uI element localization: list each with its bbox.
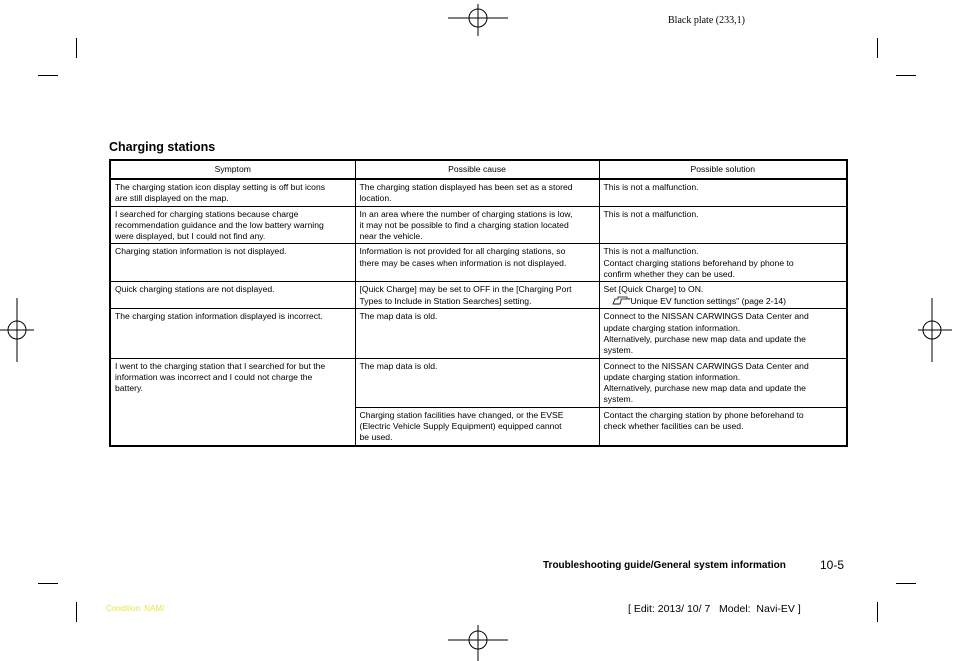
column-header-solution: Possible solution (599, 160, 847, 179)
cause-line: In an area where the number of charging stations is low, (359, 208, 573, 219)
symptom-cell (110, 179, 355, 206)
page-reference[interactable] (604, 296, 843, 307)
solution-cell (599, 179, 847, 206)
solution-line: Contact charging stations beforehand by phone to (603, 257, 794, 268)
symptom-line: I went to the charging station that I searched for but the (115, 360, 326, 371)
solution-line: This is not a malfunction. (603, 182, 699, 192)
table-row (110, 309, 847, 358)
condition-label: Condition: NAM/ (106, 604, 165, 613)
cause-line: The map data is old. (359, 360, 438, 371)
symptom-cell (110, 309, 355, 358)
symptom-line: were displayed, but I could not find any. (115, 231, 266, 242)
cause-line: be used. (359, 432, 393, 443)
table-row (110, 358, 847, 407)
cause-line: Charging station facilities have changed, or the EVSE (359, 409, 564, 420)
symptom-cell (110, 282, 355, 309)
solution-line: update charging station information. (603, 371, 741, 382)
symptom-line: The charging station icon display setting is off but icons (115, 182, 326, 192)
table-row (110, 179, 847, 206)
table-row (110, 282, 847, 309)
column-header-symptom: Symptom (110, 160, 355, 179)
pointing-hand-icon (612, 296, 628, 305)
plate-label: Black plate (233,1) (668, 15, 745, 26)
symptom-line: The charging station information displayed is incorrect. (115, 311, 323, 322)
footer-section-title: Troubleshooting guide/General system information (543, 560, 786, 571)
symptom-line: I searched for charging stations because charge (115, 208, 299, 219)
symptom-line: Charging station information is not displayed. (115, 246, 287, 257)
symptom-line: information was incorrect and I could not charge the (115, 371, 313, 382)
edit-info: [ Edit: 2013/ 10/ 7 Model: Navi-EV ] (628, 603, 801, 615)
crosshair-icon (0, 298, 34, 362)
solution-cell (599, 244, 847, 282)
solution-line: Connect to the NISSAN CARWINGS Data Center and (603, 311, 809, 322)
cause-cell (355, 282, 599, 309)
table-row (110, 244, 847, 282)
solution-line: system. (603, 394, 634, 405)
cause-line: (Electric Vehicle Supply Equipment) equipped cannot (359, 421, 562, 432)
solution-line: update charging station information. (603, 322, 741, 333)
solution-cell (599, 282, 847, 309)
crosshair-icon (448, 4, 508, 36)
solution-line: Alternatively, purchase new map data and update the (603, 383, 806, 394)
column-header-cause: Possible cause (355, 160, 599, 179)
cause-line: [Quick Charge] may be set to OFF in the [Charging Port (359, 284, 572, 295)
symptom-line: Quick charging stations are not displayed. (115, 284, 275, 295)
solution-cell (599, 407, 847, 445)
solution-cell (599, 206, 847, 244)
solution-line: check whether facilities can be used. (603, 421, 744, 432)
troubleshooting-table (109, 159, 848, 447)
symptom-cell (110, 358, 355, 446)
cause-line: The map data is old. (359, 311, 438, 322)
cause-cell (355, 407, 599, 445)
crosshair-icon (448, 625, 508, 661)
symptom-cell (110, 206, 355, 244)
cause-line: location. (359, 193, 392, 204)
solution-cell (599, 309, 847, 358)
symptom-line: battery. (115, 383, 144, 394)
cause-cell (355, 309, 599, 358)
solution-line: This is not a malfunction. (603, 208, 699, 219)
cause-cell (355, 179, 599, 206)
cause-line: it may not be possible to find a charging station located (359, 219, 569, 230)
symptom-line: recommendation guidance and the low battery warning (115, 219, 324, 230)
solution-line: This is not a malfunction. (603, 246, 699, 257)
solution-line: Alternatively, purchase new map data and update the (603, 333, 806, 344)
page-number: 10-5 (820, 558, 845, 572)
solution-line: Contact the charging station by phone beforehand to (603, 409, 804, 420)
cause-line: Types to Include in Station Searches] setting. (359, 295, 532, 306)
cause-line: Information is not provided for all charging stations, so (359, 246, 566, 257)
cause-line: near the vehicle. (359, 231, 423, 242)
solution-cell (599, 358, 847, 407)
cause-cell (355, 206, 599, 244)
cause-cell (355, 358, 599, 407)
cause-line: The charging station displayed has been set as a stored (359, 182, 573, 192)
page-reference-text[interactable]: "Unique EV function settings" (page 2-14) (627, 295, 786, 306)
cause-cell (355, 244, 599, 282)
solution-line: confirm whether they can be used. (603, 269, 735, 280)
crosshair-icon (918, 298, 952, 362)
cause-line: there may be cases when information is not displayed. (359, 257, 567, 268)
solution-line: system. (603, 345, 634, 356)
symptom-line: are still displayed on the map. (115, 193, 229, 204)
solution-line: Connect to the NISSAN CARWINGS Data Center and (603, 360, 809, 371)
symptom-cell (110, 244, 355, 282)
solution-line: Set [Quick Charge] to ON. (603, 284, 704, 295)
table-header-row (110, 160, 847, 179)
table-row (110, 206, 847, 244)
section-title: Charging stations (109, 140, 216, 154)
